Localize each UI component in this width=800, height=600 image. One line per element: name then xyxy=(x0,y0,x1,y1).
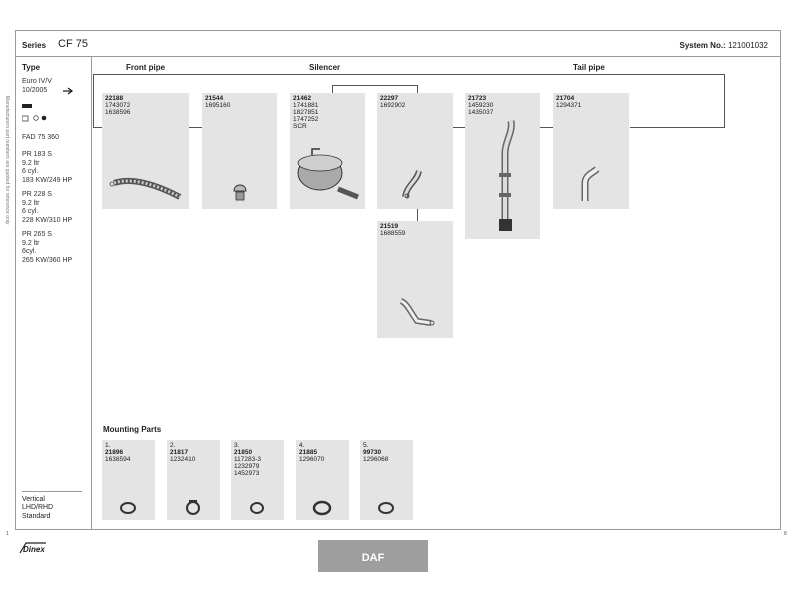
arrow-right-icon xyxy=(62,87,74,95)
vertical-pipe-icon xyxy=(465,93,540,239)
dinex-logo xyxy=(18,541,48,555)
engine-1: PR 183 S 9.2 ltr 6 cyl. 183 KW/249 HP xyxy=(22,151,73,184)
mount-card-21896[interactable] xyxy=(102,440,155,520)
group-mounting-parts: Mounting Parts xyxy=(103,425,162,434)
mount-card-21850[interactable] xyxy=(231,440,284,520)
clamp-ring-icon xyxy=(296,440,349,520)
svg-text:Dinex: Dinex xyxy=(23,545,45,554)
page-number-left: 1 xyxy=(6,531,9,537)
system-number-label: System No.: xyxy=(679,41,726,50)
silencer-bridge xyxy=(332,85,418,86)
series-value: CF 75 xyxy=(58,38,88,50)
part-card-21704[interactable] xyxy=(553,93,629,209)
part-card-21519[interactable] xyxy=(377,221,453,338)
connector-left xyxy=(93,74,94,127)
part-card-22297[interactable] xyxy=(377,93,453,209)
part-card-21544[interactable] xyxy=(202,93,277,209)
mount-card-99730[interactable] xyxy=(360,440,413,520)
clamp-ring-icon xyxy=(231,440,284,520)
front-pipe-flex-icon xyxy=(102,93,189,209)
system-number xyxy=(679,41,768,50)
part-number: 21544 1695160 xyxy=(205,95,231,109)
page-number-right: 8 xyxy=(784,531,787,537)
euro-norm: Euro IV/V 10/2005 xyxy=(22,78,52,94)
part-number: 22297 1692902 xyxy=(380,95,406,109)
clamp-ring-icon xyxy=(102,440,155,520)
mount-card-21817[interactable] xyxy=(167,440,220,520)
silencer-drop xyxy=(332,85,333,93)
part-number: 4. 21885 1296070 xyxy=(299,442,325,463)
link-1 xyxy=(189,127,202,128)
bend-pipe-icon xyxy=(377,93,453,209)
mount-config: Vertical LHD/RHD Standard xyxy=(22,491,82,522)
engine-symbols-icon xyxy=(22,104,58,124)
mount-card-21885[interactable] xyxy=(296,440,349,520)
part-number: 3. 21850 117283-3 1232979 1452973 xyxy=(234,442,261,477)
engine-2: PR 228 S 9.2 ltr 6 cyl. 228 KW/310 HP xyxy=(22,191,73,224)
part-card-21723[interactable] xyxy=(465,93,540,239)
silencer-icon xyxy=(290,93,365,209)
link-3 xyxy=(540,127,553,128)
group-front-pipe: Front pipe xyxy=(126,63,166,72)
part-number: 21519 1688559 xyxy=(380,223,406,237)
header xyxy=(16,31,780,57)
part-number: 2. 21817 1232410 xyxy=(170,442,196,463)
group-silencer: Silencer xyxy=(309,63,341,72)
clamp-ring-icon xyxy=(167,440,220,520)
part-number: 21462 1741881 1827851 1747252 SCR xyxy=(293,95,319,130)
reference-note: Manufacturers part numbers are quoted for reference only xyxy=(4,96,10,225)
connector-left-tick xyxy=(93,127,102,128)
link-vertical xyxy=(417,209,418,221)
clamp-icon xyxy=(202,93,277,209)
group-tail-pipe: Tail pipe xyxy=(573,63,605,72)
top-connector-line xyxy=(93,74,725,75)
part-number: 21704 1294371 xyxy=(556,95,582,109)
connector-right-tick xyxy=(630,127,725,128)
type-title: Type xyxy=(22,63,41,72)
engine-3: PR 265 S 9.2 ltr 6cyl. 265 KW/360 HP xyxy=(22,231,73,264)
system-number-value: 121001032 xyxy=(727,41,768,50)
part-number: 1. 21896 1638594 xyxy=(105,442,131,463)
series-label: Series xyxy=(22,41,47,50)
silencer-drop-2 xyxy=(417,85,418,93)
tail-pipe-icon xyxy=(553,93,629,209)
part-card-22188[interactable] xyxy=(102,93,189,209)
part-card-21462[interactable] xyxy=(290,93,365,209)
connector-right xyxy=(724,74,725,127)
clamp-ring-icon xyxy=(360,440,413,520)
connector-pipe-icon xyxy=(377,221,453,338)
fad-code: FAD 75 360 xyxy=(22,134,59,141)
part-number: 22188 1743072 1638596 xyxy=(105,95,131,116)
type-sidebar xyxy=(4,56,92,529)
part-number: 5. 99730 1296068 xyxy=(363,442,389,463)
part-number: 21723 1459230 1435037 xyxy=(468,95,494,116)
brand-tab: DAF xyxy=(318,540,428,572)
link-2 xyxy=(453,127,465,128)
